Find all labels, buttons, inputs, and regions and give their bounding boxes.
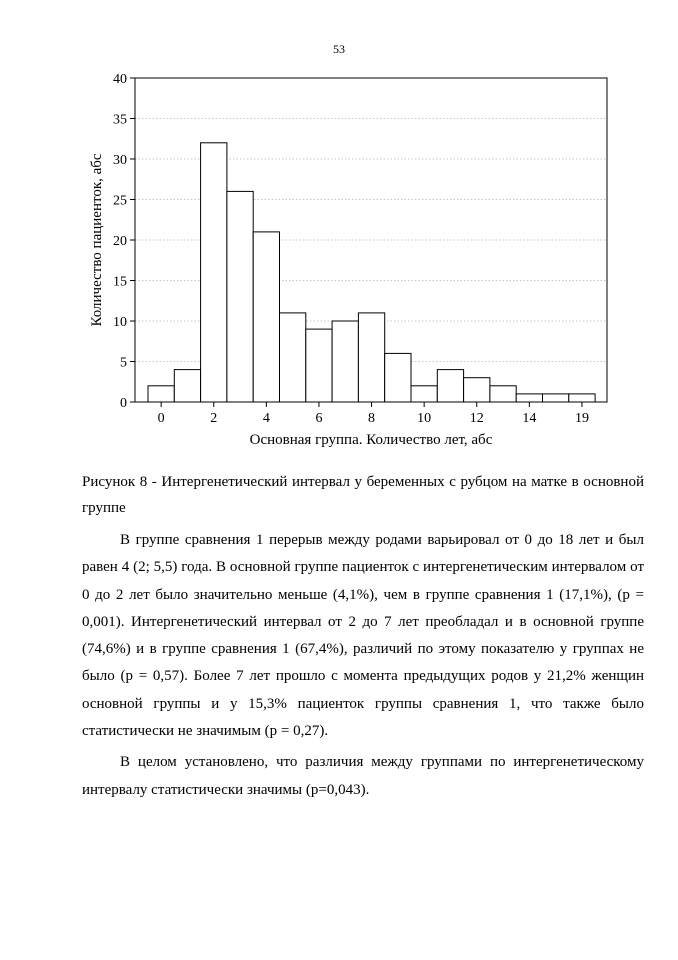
y-tick-label: 30	[113, 153, 127, 168]
y-tick-label: 20	[113, 234, 127, 249]
histogram-bar	[490, 386, 516, 402]
histogram-bar	[148, 386, 174, 402]
x-tick-label: 12	[469, 411, 484, 426]
histogram-bar	[516, 394, 542, 402]
x-tick-label: 10	[417, 411, 432, 426]
y-tick-label: 40	[113, 72, 127, 87]
y-tick-label: 35	[113, 112, 127, 128]
histogram-bar	[174, 370, 200, 402]
y-axis-label: Количество пациенток, абс	[89, 153, 105, 327]
histogram-bar	[227, 191, 253, 402]
y-tick-label: 25	[113, 193, 127, 209]
histogram-bar	[253, 232, 279, 402]
histogram-bar	[332, 321, 358, 402]
histogram-chart	[0, 0, 678, 460]
histogram-bar	[385, 353, 411, 402]
x-tick-label: 0	[157, 411, 165, 426]
histogram-bar	[437, 370, 463, 402]
x-tick-label: 8	[368, 411, 376, 426]
x-tick-label: 14	[522, 411, 537, 426]
y-tick-label: 0	[120, 396, 127, 411]
body-text	[82, 527, 644, 808]
x-axis-label: Основная группа. Количество лет, абс	[249, 432, 493, 448]
x-tick-label: 6	[315, 411, 323, 426]
histogram-bar	[464, 378, 490, 402]
histogram-bar	[201, 143, 227, 402]
y-tick-label: 10	[113, 315, 127, 330]
histogram-bar	[358, 313, 384, 402]
histogram-bar	[306, 329, 332, 402]
histogram-bar	[411, 386, 437, 402]
paragraph: В целом установлено, что различия между группами по интергенетическому интервалу статистически значимы (p=0,043).	[82, 754, 644, 798]
page-number: 53	[333, 42, 345, 56]
y-tick-label: 5	[120, 355, 127, 371]
figure-caption: Рисунок 8 - Интергенетический интервал у беременных с рубцом на матке в основной группе	[82, 474, 644, 516]
histogram-bar	[280, 313, 306, 402]
paragraph: В группе сравнения 1 перерыв между родами варьировал от 0 до 18 лет и был равен 4 (2; 5,5) года. В основной группе пациенток с интергенетическим интервалом от 0 до 2 лет было значительно меньше (4,1%), чем в группе сравнения 1 (17,1%), (p = 0,001). Интергенетический интервал от 2 до 7 лет преобладал и в основной группе (74,6%) и в группе сравнения 1 (67,4%), различий по этому показателю у группах не было (p = 0,57). Более 7 лет прошло с момента предыдущих родов у 21,2% женщин основной группы и у 15,3% пациенток группы сравнения 1, что также было статистически не значимым (p = 0,27).	[82, 532, 644, 740]
y-tick-label: 15	[113, 274, 127, 290]
histogram-bar	[543, 394, 569, 402]
x-tick-label: 19	[574, 411, 589, 426]
x-tick-label: 2	[210, 411, 218, 426]
histogram-bar	[569, 394, 595, 402]
x-tick-label: 4	[262, 411, 270, 426]
